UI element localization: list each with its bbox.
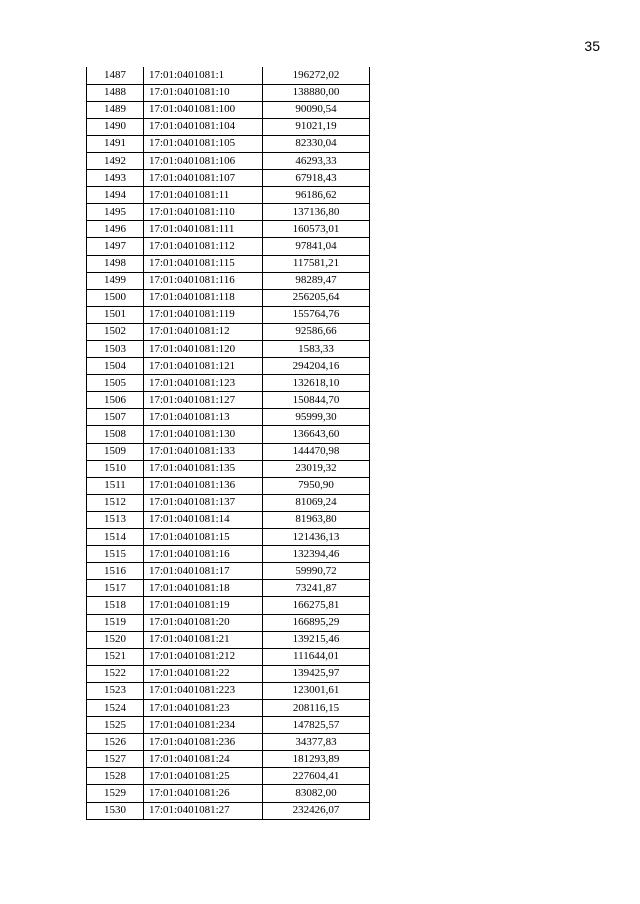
table-row [87,323,370,340]
cadastral-value-cell: 34377,83 [263,734,370,751]
cadastral-number-cell: 17:01:0401081:104 [144,118,263,135]
table-row [87,443,370,460]
cadastral-value-cell: 132618,10 [263,375,370,392]
row-number-cell: 1489 [87,101,144,118]
row-number-cell: 1523 [87,682,144,699]
cadastral-value-cell: 1583,33 [263,341,370,358]
row-number-cell: 1501 [87,306,144,323]
cadastral-value-cell: 155764,76 [263,306,370,323]
row-number-cell: 1522 [87,665,144,682]
cadastral-number-cell: 17:01:0401081:25 [144,768,263,785]
cadastral-number-cell: 17:01:0401081:223 [144,682,263,699]
table-row [87,665,370,682]
row-number-cell: 1514 [87,529,144,546]
cadastral-number-cell: 17:01:0401081:236 [144,734,263,751]
cadastral-value-cell: 81963,80 [263,511,370,528]
cadastral-number-cell: 17:01:0401081:212 [144,648,263,665]
cadastral-number-cell: 17:01:0401081:121 [144,358,263,375]
row-number-cell: 1512 [87,494,144,511]
table-row [87,289,370,306]
cadastral-value-cell: 139425,97 [263,665,370,682]
cadastral-value-cell: 256205,64 [263,289,370,306]
table-row [87,426,370,443]
cadastral-value-cell: 92586,66 [263,323,370,340]
cadastral-value-cell: 90090,54 [263,101,370,118]
cadastral-number-cell: 17:01:0401081:123 [144,375,263,392]
table-row [87,238,370,255]
row-number-cell: 1488 [87,84,144,101]
cadastral-value-cell: 81069,24 [263,494,370,511]
cadastral-number-cell: 17:01:0401081:12 [144,323,263,340]
cadastral-number-cell: 17:01:0401081:15 [144,529,263,546]
table-row [87,563,370,580]
row-number-cell: 1520 [87,631,144,648]
table-row [87,170,370,187]
cadastral-value-cell: 147825,57 [263,717,370,734]
cadastral-value-cell: 160573,01 [263,221,370,238]
cadastral-value-cell: 95999,30 [263,409,370,426]
table-row [87,717,370,734]
row-number-cell: 1502 [87,323,144,340]
cadastral-value-cell: 123001,61 [263,682,370,699]
row-number-cell: 1497 [87,238,144,255]
cadastral-value-cell: 227604,41 [263,768,370,785]
cadastral-value-cell: 73241,87 [263,580,370,597]
table-row [87,785,370,802]
cadastral-number-cell: 17:01:0401081:106 [144,152,263,169]
cadastral-number-cell: 17:01:0401081:11 [144,187,263,204]
cadastral-value-cell: 82330,04 [263,135,370,152]
cadastral-value-cell: 83082,00 [263,785,370,802]
table-row [87,477,370,494]
row-number-cell: 1498 [87,255,144,272]
cadastral-value-cell: 7950,90 [263,477,370,494]
table-body [87,67,370,819]
cadastral-value-cell: 150844,70 [263,392,370,409]
table-row [87,341,370,358]
table-row [87,529,370,546]
table-row [87,306,370,323]
cadastral-value-cell: 59990,72 [263,563,370,580]
cadastral-value-cell: 138880,00 [263,84,370,101]
table-row [87,358,370,375]
row-number-cell: 1499 [87,272,144,289]
cadastral-value-cell: 136643,60 [263,426,370,443]
table-row [87,460,370,477]
table-row [87,392,370,409]
cadastral-number-cell: 17:01:0401081:133 [144,443,263,460]
table-row [87,118,370,135]
row-number-cell: 1494 [87,187,144,204]
cadastral-number-cell: 17:01:0401081:112 [144,238,263,255]
table-row [87,152,370,169]
table-row [87,580,370,597]
row-number-cell: 1509 [87,443,144,460]
cadastral-number-cell: 17:01:0401081:136 [144,477,263,494]
cadastral-value-table [86,67,370,820]
cadastral-number-cell: 17:01:0401081:26 [144,785,263,802]
cadastral-value-cell: 139215,46 [263,631,370,648]
table-row [87,221,370,238]
cadastral-number-cell: 17:01:0401081:14 [144,511,263,528]
table-row [87,699,370,716]
cadastral-number-cell: 17:01:0401081:130 [144,426,263,443]
cadastral-number-cell: 17:01:0401081:120 [144,341,263,358]
cadastral-value-cell: 98289,47 [263,272,370,289]
row-number-cell: 1521 [87,648,144,665]
cadastral-value-cell: 117581,21 [263,255,370,272]
cadastral-number-cell: 17:01:0401081:107 [144,170,263,187]
cadastral-number-cell: 17:01:0401081:110 [144,204,263,221]
page-number: 35 [584,38,600,54]
table-row [87,204,370,221]
cadastral-number-cell: 17:01:0401081:27 [144,802,263,819]
cadastral-number-cell: 17:01:0401081:24 [144,751,263,768]
table-row [87,682,370,699]
cadastral-number-cell: 17:01:0401081:22 [144,665,263,682]
cadastral-value-cell: 97841,04 [263,238,370,255]
table-row [87,101,370,118]
cadastral-number-cell: 17:01:0401081:135 [144,460,263,477]
cadastral-value-cell: 132394,46 [263,546,370,563]
cadastral-number-cell: 17:01:0401081:119 [144,306,263,323]
row-number-cell: 1511 [87,477,144,494]
table-row [87,734,370,751]
row-number-cell: 1506 [87,392,144,409]
table-row [87,614,370,631]
cadastral-number-cell: 17:01:0401081:115 [144,255,263,272]
row-number-cell: 1495 [87,204,144,221]
row-number-cell: 1508 [87,426,144,443]
table-row [87,84,370,101]
table-row [87,255,370,272]
table-row [87,802,370,819]
cadastral-number-cell: 17:01:0401081:116 [144,272,263,289]
cadastral-number-cell: 17:01:0401081:21 [144,631,263,648]
cadastral-value-cell: 166895,29 [263,614,370,631]
row-number-cell: 1515 [87,546,144,563]
cadastral-value-cell: 208116,15 [263,699,370,716]
cadastral-value-cell: 232426,07 [263,802,370,819]
cadastral-number-cell: 17:01:0401081:100 [144,101,263,118]
row-number-cell: 1527 [87,751,144,768]
row-number-cell: 1487 [87,67,144,84]
row-number-cell: 1524 [87,699,144,716]
cadastral-number-cell: 17:01:0401081:13 [144,409,263,426]
table-row [87,409,370,426]
row-number-cell: 1528 [87,768,144,785]
row-number-cell: 1526 [87,734,144,751]
row-number-cell: 1491 [87,135,144,152]
cadastral-number-cell: 17:01:0401081:19 [144,597,263,614]
cadastral-number-cell: 17:01:0401081:18 [144,580,263,597]
row-number-cell: 1517 [87,580,144,597]
cadastral-value-cell: 294204,16 [263,358,370,375]
row-number-cell: 1519 [87,614,144,631]
row-number-cell: 1525 [87,717,144,734]
row-number-cell: 1490 [87,118,144,135]
row-number-cell: 1513 [87,511,144,528]
table-row [87,135,370,152]
cadastral-value-cell: 46293,33 [263,152,370,169]
cadastral-value-cell: 137136,80 [263,204,370,221]
cadastral-number-cell: 17:01:0401081:234 [144,717,263,734]
row-number-cell: 1496 [87,221,144,238]
cadastral-number-cell: 17:01:0401081:137 [144,494,263,511]
table-row [87,511,370,528]
cadastral-value-cell: 196272,02 [263,67,370,84]
cadastral-value-cell: 23019,32 [263,460,370,477]
row-number-cell: 1493 [87,170,144,187]
cadastral-number-cell: 17:01:0401081:118 [144,289,263,306]
table-row [87,67,370,84]
row-number-cell: 1516 [87,563,144,580]
row-number-cell: 1530 [87,802,144,819]
cadastral-value-cell: 121436,13 [263,529,370,546]
table-row [87,768,370,785]
cadastral-number-cell: 17:01:0401081:105 [144,135,263,152]
row-number-cell: 1518 [87,597,144,614]
row-number-cell: 1500 [87,289,144,306]
table-row [87,546,370,563]
cadastral-number-cell: 17:01:0401081:10 [144,84,263,101]
table-row [87,494,370,511]
cadastral-number-cell: 17:01:0401081:17 [144,563,263,580]
row-number-cell: 1504 [87,358,144,375]
cadastral-value-cell: 166275,81 [263,597,370,614]
row-number-cell: 1507 [87,409,144,426]
cadastral-number-cell: 17:01:0401081:16 [144,546,263,563]
row-number-cell: 1492 [87,152,144,169]
cadastral-value-cell: 67918,43 [263,170,370,187]
table-row [87,272,370,289]
cadastral-value-cell: 144470,98 [263,443,370,460]
table-row [87,375,370,392]
row-number-cell: 1503 [87,341,144,358]
cadastral-value-cell: 111644,01 [263,648,370,665]
row-number-cell: 1510 [87,460,144,477]
cadastral-value-cell: 96186,62 [263,187,370,204]
cadastral-number-cell: 17:01:0401081:111 [144,221,263,238]
cadastral-number-cell: 17:01:0401081:1 [144,67,263,84]
table-row [87,751,370,768]
cadastral-number-cell: 17:01:0401081:23 [144,699,263,716]
table-row [87,648,370,665]
table-row [87,187,370,204]
table-row [87,631,370,648]
cadastral-number-cell: 17:01:0401081:127 [144,392,263,409]
row-number-cell: 1505 [87,375,144,392]
table-row [87,597,370,614]
cadastral-value-cell: 91021,19 [263,118,370,135]
row-number-cell: 1529 [87,785,144,802]
cadastral-number-cell: 17:01:0401081:20 [144,614,263,631]
cadastral-value-cell: 181293,89 [263,751,370,768]
